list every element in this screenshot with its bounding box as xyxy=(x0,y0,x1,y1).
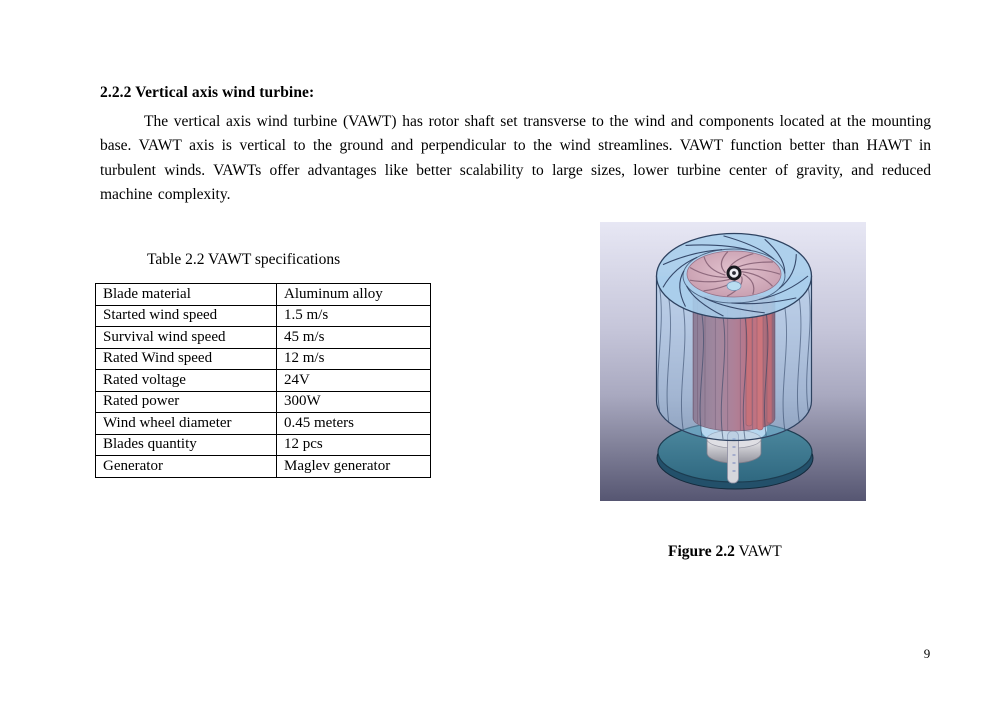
table-row xyxy=(96,305,431,327)
table-row xyxy=(96,348,431,370)
spec-value-cell: 300W xyxy=(277,391,431,413)
figure-caption-label: Figure 2.2 xyxy=(668,543,735,560)
spec-value-cell: 24V xyxy=(277,370,431,392)
body-paragraph: The vertical axis wind turbine (VAWT) has rotor shaft set transverse to the wind and components located at the mounting base. VAWT axis is vertical to the ground and perpendicular to the wind streamlines. VAWT function better than HAWT in turbulent winds. VAWTs offer advantages like better scalability to large sizes, lower turbine center of gravity, and reduced machine complexity. xyxy=(100,113,931,204)
hub-neck xyxy=(727,282,741,291)
spec-label-cell: Survival wind speed xyxy=(96,327,277,349)
table-row xyxy=(96,434,431,456)
table-row xyxy=(96,413,431,435)
figure-caption-text: VAWT xyxy=(734,543,782,560)
spec-label-cell: Started wind speed xyxy=(96,305,277,327)
spec-label-cell: Blades quantity xyxy=(96,434,277,456)
spec-value-cell: 12 pcs xyxy=(277,434,431,456)
hub-center xyxy=(732,271,736,275)
spec-label-cell: Rated power xyxy=(96,391,277,413)
spec-label-cell: Generator xyxy=(96,456,277,478)
page-number: 9 xyxy=(923,646,931,661)
spec-label-cell: Wind wheel diameter xyxy=(96,413,277,435)
figure-image xyxy=(600,222,866,501)
table-row xyxy=(96,456,431,478)
table-row xyxy=(96,327,431,349)
spec-label-cell: Rated voltage xyxy=(96,370,277,392)
section-heading: 2.2.2 Vertical axis wind turbine: xyxy=(100,84,315,101)
spec-value-cell: Aluminum alloy xyxy=(277,284,431,306)
spec-value-cell: 0.45 meters xyxy=(277,413,431,435)
spec-value-cell: 12 m/s xyxy=(277,348,431,370)
spec-table xyxy=(95,283,431,478)
spec-label-cell: Rated Wind speed xyxy=(96,348,277,370)
spec-label-cell: Blade material xyxy=(96,284,277,306)
spec-value-cell: 1.5 m/s xyxy=(277,305,431,327)
spec-value-cell: Maglev generator xyxy=(277,456,431,478)
spec-value-cell: 45 m/s xyxy=(277,327,431,349)
table-row xyxy=(96,284,431,306)
table-caption: Table 2.2 VAWT specifications xyxy=(147,251,341,268)
vawt-3d-render xyxy=(600,222,866,501)
table-row xyxy=(96,391,431,413)
table-row xyxy=(96,370,431,392)
figure-caption xyxy=(668,543,782,561)
